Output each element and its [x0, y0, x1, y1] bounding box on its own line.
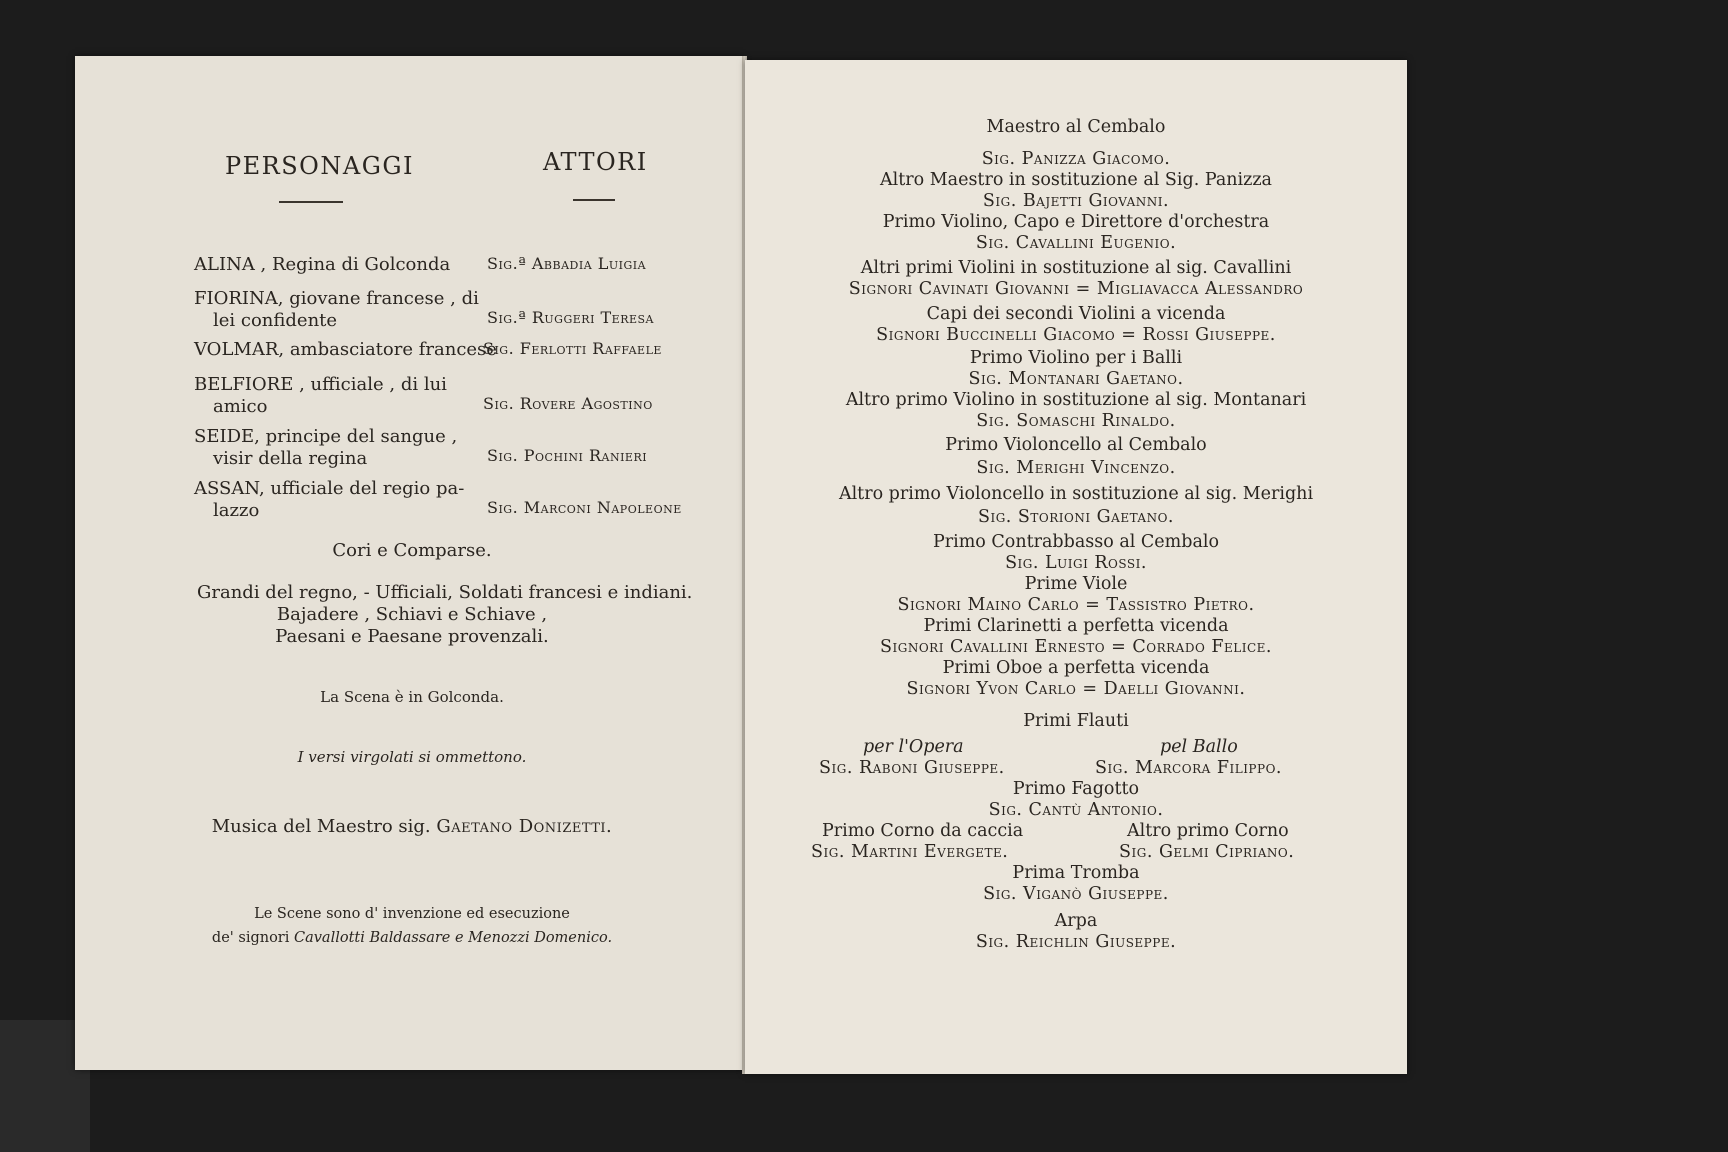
chorus-desc-line: Grandi del regno, - Ufficiali, Soldati francesi e indiani.: [197, 582, 693, 603]
orchestra-member: Signori Buccinelli Giacomo = Rossi Giuseppe.: [876, 325, 1276, 345]
trumpet-name: Sig. Viganò Giuseppe.: [983, 884, 1169, 904]
cast-actor: Sig.ª Ruggeri Teresa: [487, 308, 654, 327]
orchestra-role: Primi Oboe a perfetta vicenda: [942, 658, 1210, 678]
harp-title: Arpa: [1054, 911, 1098, 931]
orchestra-member: Signori Cavallini Ernesto = Corrado Felice.: [880, 637, 1272, 657]
orchestra-role: Altro primo Violino in sostituzione al sig. Montanari: [845, 390, 1307, 410]
horn-right-title: Altro primo Corno: [1127, 821, 1289, 841]
orchestra-member: Signori Maino Carlo = Tassistro Pietro.: [897, 595, 1255, 615]
orchestra-role: Prime Viole: [1024, 574, 1128, 594]
orchestra-role: Maestro al Cembalo: [986, 117, 1166, 137]
orchestra-role: Altro Maestro in sostituzione al Sig. Panizza: [880, 170, 1272, 190]
horn-left-name: Sig. Martini Evergete.: [811, 842, 1009, 862]
header-personaggi: PERSONAGGI: [225, 152, 415, 180]
flute-opera-label: per l'Opera: [863, 737, 964, 757]
orchestra-role: Primo Violino per i Balli: [969, 348, 1183, 368]
orchestra-role: Altro primo Violoncello in sostituzione al sig. Merighi: [838, 484, 1314, 504]
orchestra-role: Primi Flauti: [1023, 711, 1129, 731]
orchestra-member: Signori Yvon Carlo = Daelli Giovanni.: [906, 679, 1246, 699]
left-page: [75, 56, 743, 1070]
chorus-desc-line: Paesani e Paesane provenzali.: [275, 626, 549, 647]
orchestra-role: Primo Violoncello al Cembalo: [945, 435, 1207, 455]
cast-role: BELFIORE , ufficiale , di lui: [194, 374, 447, 395]
cast-actor: Sig. Marconi Napoleone: [487, 498, 682, 517]
right-page: [745, 60, 1407, 1074]
orchestra-member: Sig. Montanari Gaetano.: [968, 369, 1184, 389]
bassoon-name: Sig. Cantù Antonio.: [988, 800, 1164, 820]
orchestra-member: Sig. Bajetti Giovanni.: [982, 191, 1170, 211]
verses-note: I versi virgolati si ommettono.: [297, 748, 527, 766]
orchestra-member: Signori Cavinati Giovanni = Migliavacca Alessandro: [848, 279, 1304, 299]
music-prefix: Musica del Maestro sig.: [211, 816, 431, 837]
orchestra-member: Sig. Luigi Rossi.: [1005, 553, 1147, 573]
sets-prefix: de' signori: [211, 930, 290, 946]
sets-credit-line2: [152, 930, 672, 946]
orchestra-member: Sig. Cavallini Eugenio.: [975, 233, 1177, 253]
bassoon-title: Primo Fagotto: [1012, 779, 1140, 799]
orchestra-member: Sig. Storioni Gaetano.: [977, 507, 1174, 527]
cast-role: VOLMAR, ambasciatore francese: [194, 339, 497, 360]
cast-role-continuation: amico: [213, 396, 268, 417]
orchestra-role: Primo Contrabbasso al Cembalo: [932, 532, 1220, 552]
cast-role: ASSAN, ufficiale del regio pa-: [194, 478, 465, 499]
cast-actor: Sig. Ferlotti Raffaele: [483, 339, 662, 358]
composer-name: Gaetano Donizetti.: [436, 816, 613, 837]
header-rule: [573, 199, 615, 201]
orchestra-role: Altri primi Violini in sostituzione al sig. Cavallini: [860, 258, 1292, 278]
scene-location: La Scena è in Golconda.: [320, 688, 504, 706]
orchestra-role: Primo Violino, Capo e Direttore d'orchestra: [882, 212, 1270, 232]
cast-role-continuation: visir della regina: [213, 448, 368, 469]
horn-right-name: Sig. Gelmi Cipriano.: [1119, 842, 1295, 862]
horn-left-title: Primo Corno da caccia: [822, 821, 1024, 841]
harp-name: Sig. Reichlin Giuseppe.: [975, 932, 1177, 952]
cast-actor: Sig. Rovere Agostino: [483, 394, 653, 413]
flute-ballet-label: pel Ballo: [1160, 737, 1238, 757]
orchestra-member: Sig. Merighi Vincenzo.: [976, 458, 1176, 478]
orchestra-role: Capi dei secondi Violini a vicenda: [926, 304, 1226, 324]
sets-names: Cavallotti Baldassare e Menozzi Domenico.: [294, 930, 613, 946]
cast-role-continuation: lazzo: [213, 500, 260, 521]
flute-opera-name: Sig. Raboni Giuseppe.: [819, 758, 1005, 778]
flute-ballet-name: Sig. Marcora Filippo.: [1095, 758, 1282, 778]
cast-role-continuation: lei confidente: [213, 310, 338, 331]
cast-actor: Sig.ª Abbadia Luigia: [487, 254, 647, 273]
trumpet-title: Prima Tromba: [1012, 863, 1140, 883]
orchestra-role: Primi Clarinetti a perfetta vicenda: [923, 616, 1229, 636]
orchestra-member: Sig. Panizza Giacomo.: [981, 149, 1171, 169]
cast-role: ALINA , Regina di Golconda: [194, 254, 451, 275]
cast-actor: Sig. Pochini Ranieri: [487, 446, 648, 465]
chorus-desc-line: Bajadere , Schiavi e Schiave ,: [276, 604, 548, 625]
header-attori: ATTORI: [543, 148, 648, 176]
chorus-heading: Cori e Comparse.: [332, 540, 492, 561]
music-credit: [152, 816, 672, 837]
cast-role: FIORINA, giovane francese , di: [194, 288, 479, 309]
cast-role: SEIDE, principe del sangue ,: [194, 426, 458, 447]
orchestra-member: Sig. Somaschi Rinaldo.: [976, 411, 1176, 431]
sets-credit-line1: Le Scene sono d' invenzione ed esecuzione: [254, 906, 570, 922]
header-rule: [279, 201, 343, 203]
